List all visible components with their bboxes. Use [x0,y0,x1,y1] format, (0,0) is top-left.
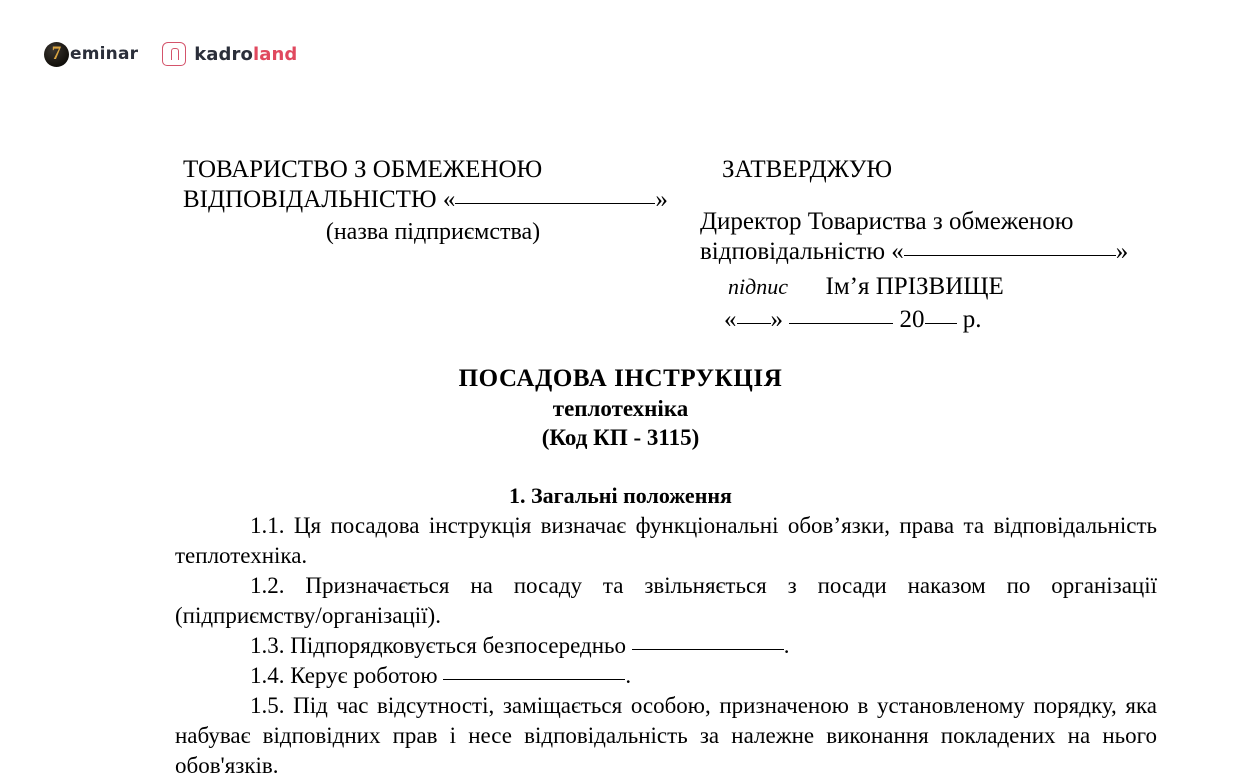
kadroland-wordmark [194,44,297,65]
paragraph-1-3-suffix: . [783,633,790,658]
director-line-2-suffix: » [1115,238,1129,265]
document-title-line-1: ПОСАДОВА ІНСТРУКЦІЯ [458,365,783,392]
director-company-blank[interactable] [904,255,1116,256]
signature-row [728,272,1170,302]
document-body [175,511,1157,781]
director-line-2-prefix: відповідальністю « [700,238,904,265]
kadroland-wordmark-accent: land [252,43,298,65]
date-quote-open: « [724,306,737,333]
seminar-logo-digit: 7 [51,42,62,64]
kadroland-logo[interactable] [162,42,297,66]
company-line-2-suffix: » [655,186,668,213]
company-caption: (назва підприємства) [325,219,541,245]
company-line-2-prefix: ВІДПОВІДАЛЬНІСТЮ « [183,186,456,213]
company-line-1: ТОВАРИСТВО З ОБМЕЖЕНОЮ [183,156,543,183]
director-line-1: Директор Товариства з обмеженою [700,208,1074,235]
approve-label: ЗАТВЕРДЖУЮ [722,156,893,183]
document-title-line-2: теплотехніка [552,396,689,421]
paragraph-1-4-blank[interactable] [443,679,625,680]
approval-block [700,155,1170,335]
paragraph-1-1: 1.1. Ця посадова інструкція визначає функціональні обов’язки, права та відповідальність теплотехніка. [175,513,1157,568]
branding-bar [44,38,297,70]
paragraph-1-3-blank[interactable] [632,649,784,650]
director-name-label: Ім’я ПРІЗВИЩЕ [825,273,1004,300]
seminar-logo[interactable] [44,42,138,67]
paragraph-1-3 [175,631,1157,661]
paragraph-1-4-suffix: . [625,663,632,688]
company-name-blank[interactable] [455,203,655,204]
date-year: 20 [899,306,925,333]
paragraph-1-2: 1.2. Призначається на посаду та звільняється з посади наказом по організації (підприємству/організації). [175,573,1157,628]
date-day-blank[interactable] [737,323,771,324]
paragraph-1-3-prefix: 1.3. Підпорядковується безпосередньо [250,633,632,658]
date-year-blank[interactable] [925,323,957,324]
document-header [0,155,1241,335]
date-quote-close: » [770,306,783,333]
date-suffix: р. [962,306,982,333]
document-title [0,364,1241,452]
paragraph-1-5: 1.5. Під час відсутності, заміщається особою, призначеною в установленому порядку, яка набуває відповідних прав і несе відповідальність за належне виконання покладених на нього обов'язків. [175,693,1157,778]
date-row [724,305,1170,335]
seminar-logo-wordmark: eminar [70,44,139,64]
kadroland-house-icon [162,42,186,66]
signature-label: підпис [728,274,789,299]
document-title-line-3: (Код КП - 3115) [541,425,700,450]
kadroland-wordmark-dark: kadro [194,43,253,65]
paragraph-1-4 [175,661,1157,691]
seminar-logo-icon [44,42,69,67]
company-block [183,155,683,247]
paragraph-1-4-prefix: 1.4. Керує роботою [250,663,444,688]
date-month-blank[interactable] [789,323,893,324]
section-heading: 1. Загальні положення [509,483,732,508]
